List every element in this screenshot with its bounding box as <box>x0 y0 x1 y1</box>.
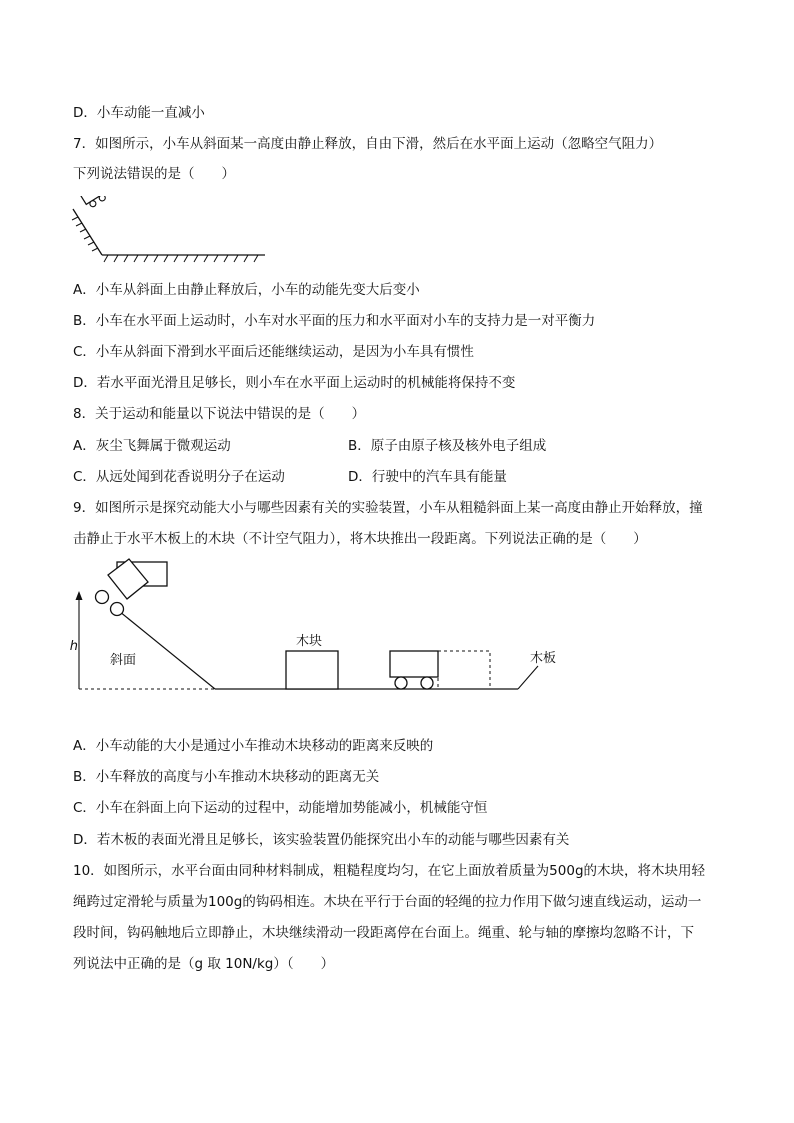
q8-stem: 8．关于运动和能量以下说法中错误的是（ ） <box>73 406 366 422</box>
q9-option-d: D．若木板的表面光滑且足够长，该实验装置仍能探究出小车的动能与哪些因素有关 <box>73 832 570 848</box>
q9-stem-line2: 击静止于水平木板上的木块（不计空气阻力），将木块推出一段距离。下列说法正确的是（ ） <box>73 531 647 547</box>
q7-incline-hatching <box>72 217 98 251</box>
q8-option-c: C．从远处闻到花香说明分子在运动 <box>73 469 285 485</box>
q8-option-a: A．灰尘飞舞属于微观运动 <box>73 438 231 454</box>
q7-option-c: C．小车从斜面下滑到水平面后还能继续运动，是因为小车具有惯性 <box>73 344 474 360</box>
q9-slope-line <box>114 607 215 689</box>
q9-cart-wheel-left <box>395 677 407 689</box>
q10-stem-line4: 列说法中正确的是（g 取 10N/kg）（ ） <box>73 956 335 972</box>
q9-label-slope: 斜面 <box>110 653 137 668</box>
q6-option-d: D．小车动能一直减小 <box>73 105 205 121</box>
q9-cart-on-board <box>390 651 438 677</box>
q9-block-dashed-outline <box>438 651 490 689</box>
q9-option-b: B．小车释放的高度与小车推动木块移动的距离无关 <box>73 769 380 785</box>
q7-option-d: D．若水平面光滑且足够长，则小车在水平面上运动时的机械能将保持不变 <box>73 375 516 391</box>
q9-label-block: 木块 <box>296 634 323 649</box>
q10-stem-line3: 段时间，钩码触地后立即静止，木块继续滑动一段距离停在台面上。绳重、轮与轴的摩擦均忽略不计，下 <box>73 925 694 941</box>
q9-label-board: 木板 <box>530 651 557 666</box>
q8-option-b: B．原子由原子核及核外电子组成 <box>348 438 547 454</box>
q10-stem-line2: 绳跨过定滑轮与质量为100g的钩码相连。木块在平行于台面的轻绳的拉力作用下做匀速直线运动，运动一 <box>73 894 702 910</box>
q10-stem-line1: 10．如图所示，水平台面由同种材料制成，粗糙程度均匀，在它上面放着质量为500g的木块，将木块用轻 <box>73 863 706 879</box>
q9-board-pointer <box>518 666 538 689</box>
q7-ground-hatching <box>104 255 258 262</box>
q9-option-a: A．小车动能的大小是通过小车推动木块移动的距离来反映的 <box>73 738 434 754</box>
q9-stem-line1: 9．如图所示是探究动能大小与哪些因素有关的实验装置，小车从粗糙斜面上某一高度由静止开始释放，撞 <box>73 500 703 516</box>
q9-wooden-block <box>286 651 338 689</box>
q9-cart-wheel-right <box>421 677 433 689</box>
q9-label-h: h <box>70 639 78 654</box>
q9-figure-experiment <box>70 558 560 700</box>
q7-option-a: A．小车从斜面上由静止释放后，小车的动能先变大后变小 <box>73 282 420 298</box>
q7-figure-incline-cart <box>70 196 270 268</box>
q9-option-c: C．小车在斜面上向下运动的过程中，动能增加势能减小，机械能守恒 <box>73 800 488 816</box>
q7-option-b: B．小车在水平面上运动时，小车对水平面的压力和水平面对小车的支持力是一对平衡力 <box>73 313 596 329</box>
q8-option-d: D．行驶中的汽车具有能量 <box>348 469 507 485</box>
q7-cart <box>80 196 108 209</box>
q7-stem-line1: 7．如图所示，小车从斜面某一高度由静止释放，自由下滑，然后在水平面上运动（忽略空气阻力） <box>73 136 663 152</box>
q7-stem-line2: 下列说法错误的是（ ） <box>73 166 235 182</box>
q9-height-arrow-head <box>76 591 83 600</box>
